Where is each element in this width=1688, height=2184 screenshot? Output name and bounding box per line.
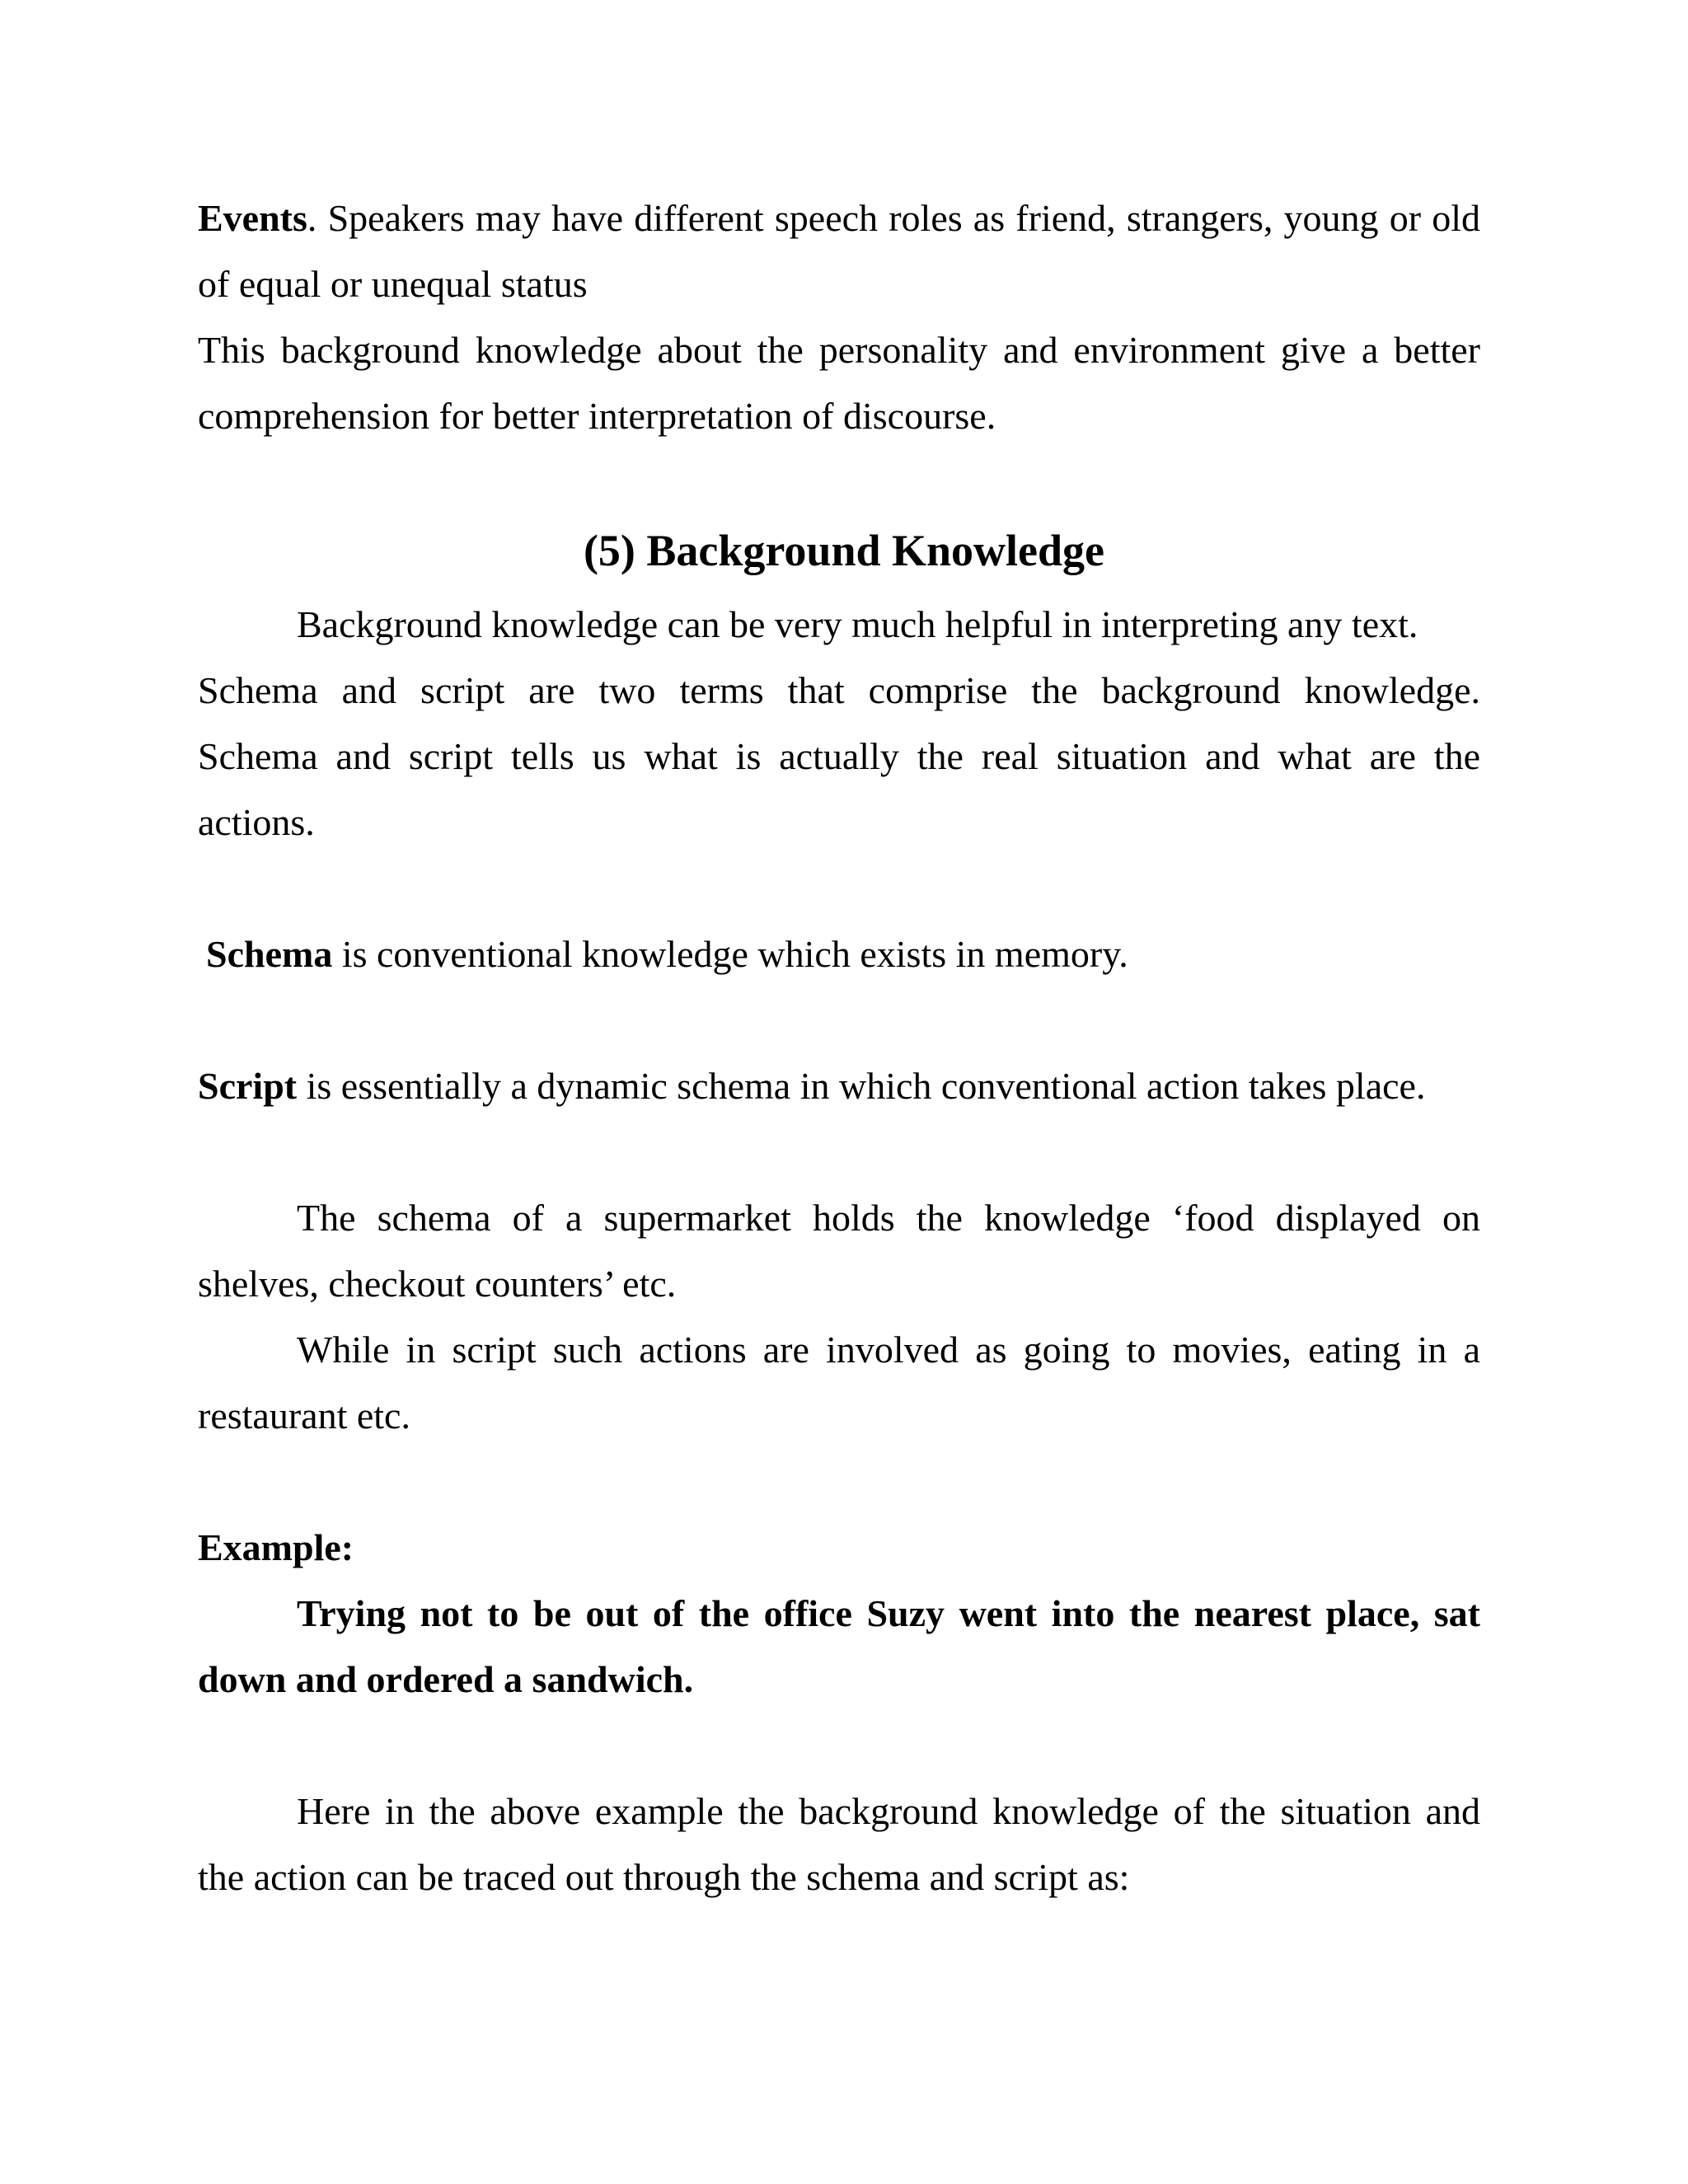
- script-paragraph-line-2: restaurant etc.: [198, 1394, 410, 1436]
- explanation-paragraph-line-2: the action can be traced out through the schema and script as:: [198, 1856, 1130, 1898]
- explanation-paragraph-line-1: Here in the above example the background knowledge of the situation and: [297, 1790, 1480, 1832]
- example-sentence-line-1: Trying not to be out of the office Suzy went into the nearest place, sat: [297, 1592, 1480, 1634]
- script-paragraph-line-1: While in script such actions are involved as going to movies, eating in a: [297, 1329, 1480, 1371]
- supermarket-paragraph-line-2: shelves, checkout counters’ etc.: [198, 1263, 677, 1305]
- script-term: Script: [198, 1065, 298, 1107]
- background-paragraph-line-2: Schema and script are two terms that comprise the background knowledge.: [198, 669, 1480, 711]
- section-heading: (5) Background Knowledge: [583, 526, 1105, 575]
- events-paragraph-line-1: [198, 195, 1480, 241]
- knowledge-paragraph-line-2: comprehension for better interpretation of discourse.: [198, 395, 996, 437]
- script-text: is essentially a dynamic schema in which conventional action takes place.: [297, 1065, 1426, 1107]
- knowledge-paragraph-line-1: This background knowledge about the personality and environment give a better: [198, 329, 1480, 371]
- background-paragraph-line-1: Background knowledge can be very much helpful in interpreting any text.: [297, 603, 1418, 645]
- supermarket-paragraph-line-1: The schema of a supermarket holds the knowledge ‘food displayed on: [297, 1197, 1480, 1239]
- background-paragraph-line-4: actions.: [198, 801, 315, 843]
- example-label: Example:: [198, 1526, 354, 1568]
- example-sentence-line-2: down and ordered a sandwich.: [198, 1658, 694, 1700]
- schema-definition: [206, 931, 1489, 977]
- events-text: . Speakers may have different speech roles as friend, strangers, young or old: [307, 197, 1480, 239]
- background-paragraph-line-3: Schema and script tells us what is actually the real situation and what are the: [198, 735, 1480, 777]
- events-term: Events: [198, 197, 307, 239]
- events-paragraph-line-2: of equal or unequal status: [198, 263, 588, 305]
- schema-term: Schema: [206, 933, 333, 975]
- script-definition: [198, 1063, 1480, 1109]
- schema-text: is conventional knowledge which exists in memory.: [332, 933, 1128, 975]
